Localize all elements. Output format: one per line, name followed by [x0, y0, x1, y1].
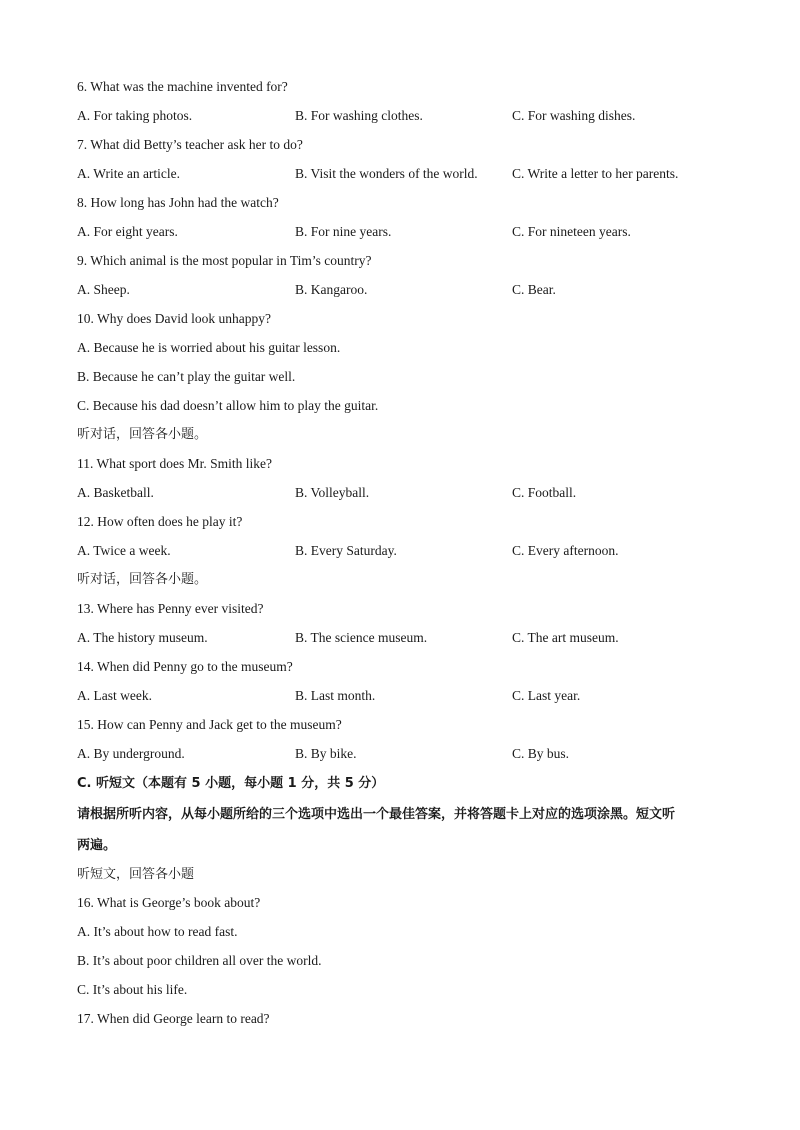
q7-option-a: A. Write an article.: [77, 166, 181, 181]
section-c-directions-cont: 两遍。: [77, 838, 117, 853]
question-15: 15. How can Penny and Jack get to the museum?: [77, 717, 342, 732]
q14-option-c: C. Last year.: [512, 688, 581, 703]
q12-option-c: C. Every afternoon.: [512, 543, 619, 558]
q11-option-b: B. Volleyball.: [295, 485, 370, 500]
q15-option-b: B. By bike.: [295, 746, 357, 761]
passage-instruction: 听短文，回答各小题: [77, 867, 195, 882]
q15-option-c: C. By bus.: [512, 746, 570, 761]
question-16: 16. What is George’s book about?: [77, 895, 261, 910]
question-13: 13. Where has Penny ever visited?: [77, 601, 264, 616]
q7-option-b: B. Visit the wonders of the world.: [295, 166, 478, 181]
q6-option-c: C. For washing dishes.: [512, 108, 636, 123]
q9-option-b: B. Kangaroo.: [295, 282, 368, 297]
q9-option-c: C. Bear.: [512, 282, 556, 297]
q10-option-a: A. Because he is worried about his guitar lesson.: [77, 340, 341, 355]
q14-option-a: A. Last week.: [77, 688, 152, 703]
question-8: 8. How long has John had the watch?: [77, 195, 279, 210]
q16-option-c: C. It’s about his life.: [77, 982, 188, 997]
q14-option-b: B. Last month.: [295, 688, 376, 703]
q10-option-b: B. Because he can’t play the guitar well.: [77, 369, 296, 384]
q6-option-b: B. For washing clothes.: [295, 108, 423, 123]
q12-option-b: B. Every Saturday.: [295, 543, 397, 558]
question-12: 12. How often does he play it?: [77, 514, 243, 529]
question-10: 10. Why does David look unhappy?: [77, 311, 271, 326]
question-14: 14. When did Penny go to the museum?: [77, 659, 293, 674]
question-7: 7. What did Betty’s teacher ask her to do?: [77, 137, 303, 152]
q16-option-a: A. It’s about how to read fast.: [77, 924, 238, 939]
q11-option-c: C. Football.: [512, 485, 577, 500]
question-11: 11. What sport does Mr. Smith like?: [77, 456, 272, 471]
q7-option-c: C. Write a letter to her parents.: [512, 166, 679, 181]
q16-option-b: B. It’s about poor children all over the world.: [77, 953, 322, 968]
q12-option-a: A. Twice a week.: [77, 543, 171, 558]
section-c-title: C. 听短文（本题有 5 小题，每小题 1 分，共 5 分）: [77, 776, 385, 791]
q11-option-a: A. Basketball.: [77, 485, 154, 500]
dialogue-instruction: 听对话，回答各小题。: [77, 427, 208, 442]
q15-option-a: A. By underground.: [77, 746, 185, 761]
question-6: 6. What was the machine invented for?: [77, 79, 288, 94]
q13-option-a: A. The history museum.: [77, 630, 208, 645]
section-c-directions: 请根据所听内容，从每小题所给的三个选项中选出一个最佳答案，并将答题卡上对应的选项涂黑。短文听: [77, 807, 676, 822]
q8-option-b: B. For nine years.: [295, 224, 392, 239]
q6-option-a: A. For taking photos.: [77, 108, 193, 123]
q13-option-b: B. The science museum.: [295, 630, 428, 645]
q8-option-a: A. For eight years.: [77, 224, 178, 239]
question-17: 17. When did George learn to read?: [77, 1011, 270, 1026]
dialogue-instruction: 听对话，回答各小题。: [77, 572, 208, 587]
q9-option-a: A. Sheep.: [77, 282, 130, 297]
question-9: 9. Which animal is the most popular in Tim’s country?: [77, 253, 372, 268]
q10-option-c: C. Because his dad doesn’t allow him to play the guitar.: [77, 398, 379, 413]
q13-option-c: C. The art museum.: [512, 630, 619, 645]
q8-option-c: C. For nineteen years.: [512, 224, 631, 239]
